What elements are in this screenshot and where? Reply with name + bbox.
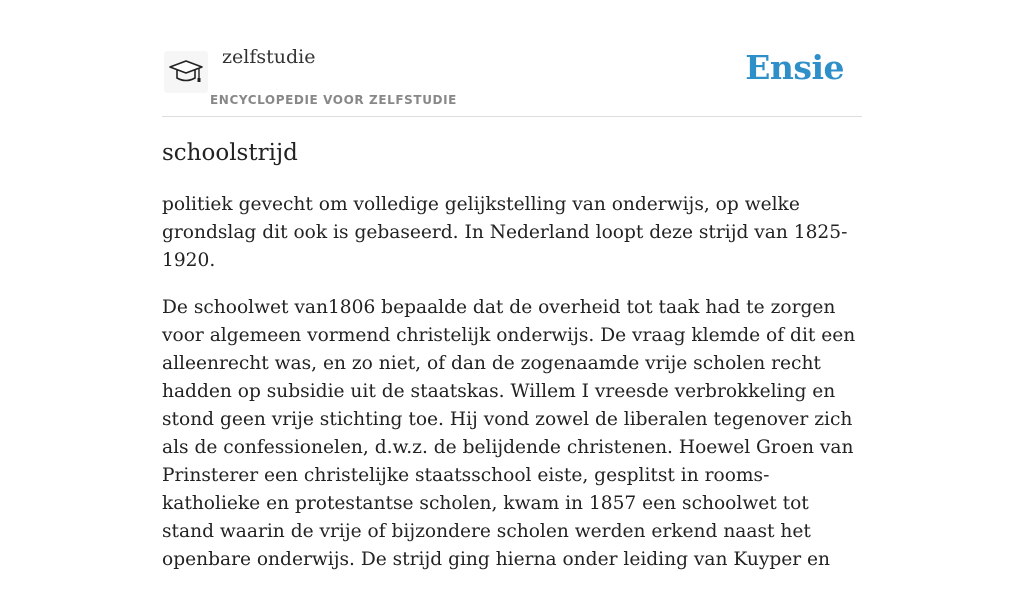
source-title[interactable]: zelfstudie [222,46,316,68]
content-container [162,0,862,570]
source-subtitle: ENCYCLOPEDIE VOOR ZELFSTUDIE [210,93,457,107]
paragraph-history: De schoolwet van1806 bepaalde dat de overheid tot taak had te zorgen voor algemeen vormend christelijk onderwijs. De vraag klemde of dit een alleenrecht was, en zo niet, of dan de zogenaamde vrije scholen recht hadden op subsidie uit de staatskas. Willem I vreesde verbrokkeling en stond geen vrije stichting toe. Hij vond zowel de liberalen tegenover zich als de confessionelen, d.w.z. de belijdende christenen. Hoewel Groen van Prinsterer een christelijke staatsschool eiste, gesplitst in rooms-katholieke en protestantse scholen, kwam in 1857 een schoolwet tot stand waarin de vrije of bijzondere scholen werden erkend naast het openbare onderwijs. De strijd ging hierna onder leiding van Kuyper en [162,297,856,570]
paragraph-definition: politiek gevecht om volledige gelijkstelling van onderwijs, op welke grondslag dit ook is gebaseerd. In Nederland loopt deze strijd van 1825-1920. [162,194,848,271]
header [162,0,862,117]
page-title: schoolstrijd [162,140,298,166]
source-logo[interactable] [164,51,208,93]
entry-body [162,191,862,593]
graduation-cap-icon [168,57,204,87]
brand-logo[interactable]: Ensie [745,48,844,87]
